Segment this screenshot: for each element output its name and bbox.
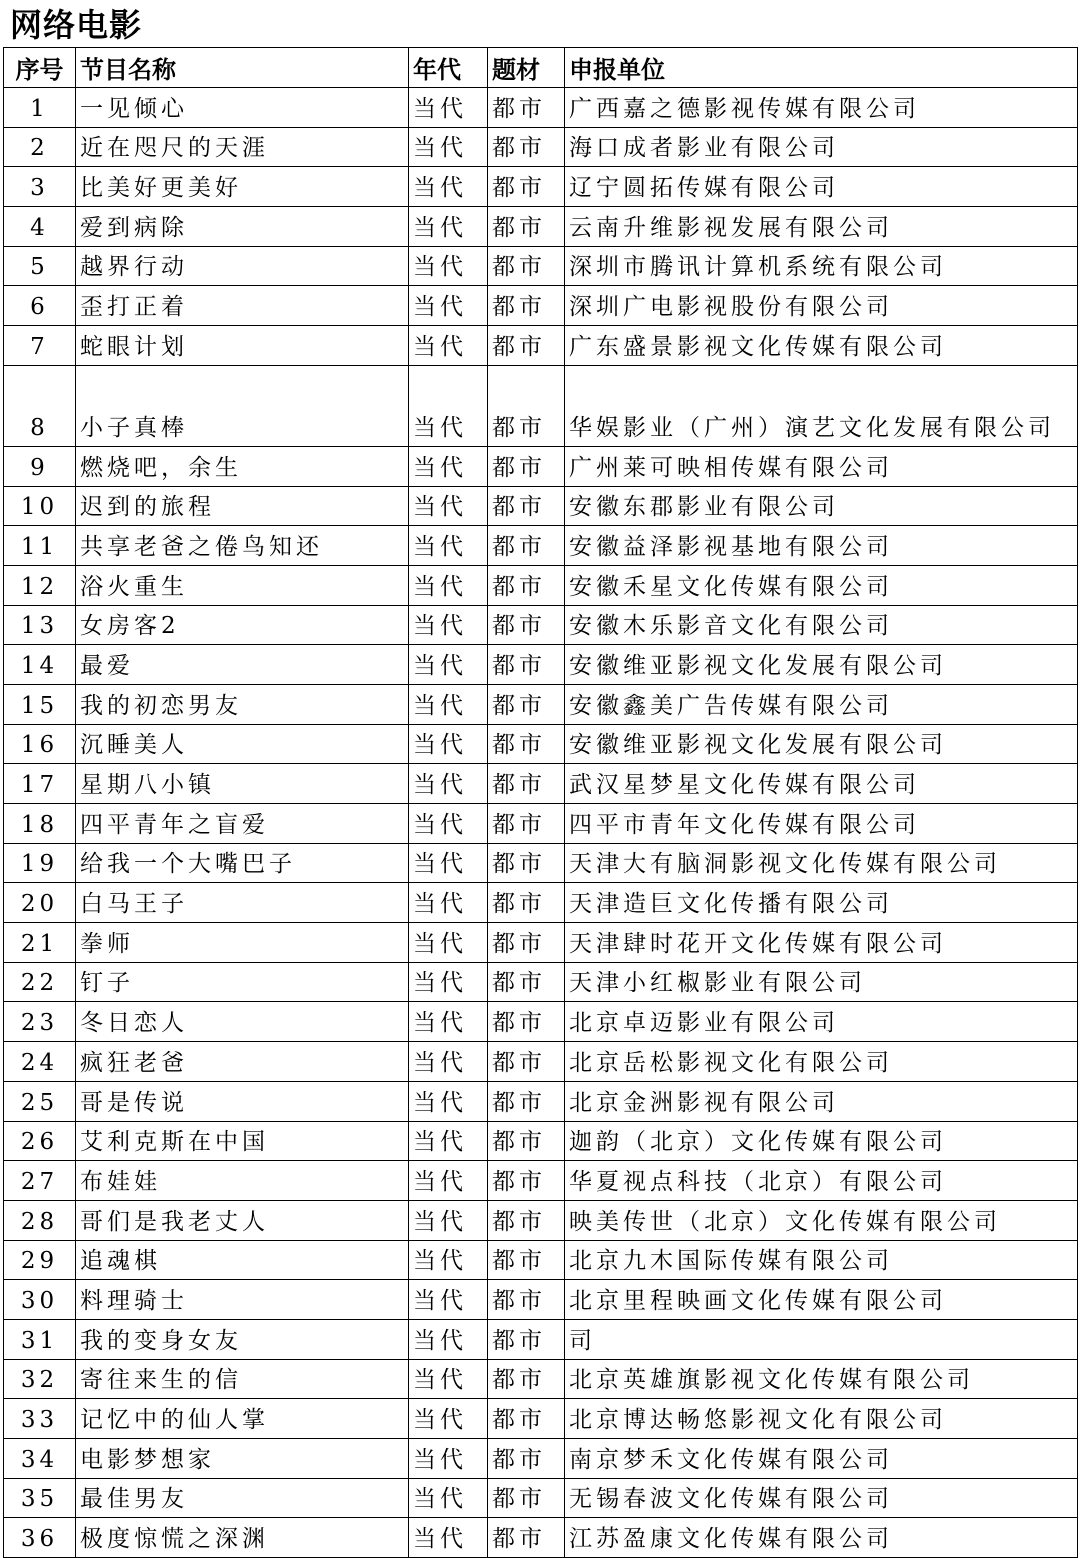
cell-era: 当代 xyxy=(409,1518,488,1558)
table-row xyxy=(4,1200,1078,1240)
table-row xyxy=(4,1319,1078,1359)
header-genre: 题材 xyxy=(488,48,565,88)
cell-era: 当代 xyxy=(409,843,488,883)
cell-applicant-unit: 无锡春波文化传媒有限公司 xyxy=(565,1478,1078,1518)
cell-program-name: 白马王子 xyxy=(76,883,409,923)
cell-applicant-unit: 安徽鑫美广告传媒有限公司 xyxy=(565,684,1078,724)
cell-applicant-unit: 江苏盈康文化传媒有限公司 xyxy=(565,1518,1078,1558)
cell-era: 当代 xyxy=(409,526,488,566)
cell-genre: 都市 xyxy=(488,127,565,167)
cell-era: 当代 xyxy=(409,88,488,128)
cell-era: 当代 xyxy=(409,365,488,446)
cell-no: 12 xyxy=(4,565,76,605)
table-row xyxy=(4,565,1078,605)
cell-era: 当代 xyxy=(409,962,488,1002)
table-row xyxy=(4,1240,1078,1280)
cell-program-name: 布娃娃 xyxy=(76,1161,409,1201)
table-body xyxy=(4,88,1078,1558)
cell-no: 1 xyxy=(4,88,76,128)
cell-program-name: 迟到的旅程 xyxy=(76,486,409,526)
cell-applicant-unit: 迦韵（北京）文化传媒有限公司 xyxy=(565,1121,1078,1161)
cell-genre: 都市 xyxy=(488,1002,565,1042)
cell-era: 当代 xyxy=(409,1478,488,1518)
header-name: 节目名称 xyxy=(76,48,409,88)
cell-program-name: 寄往来生的信 xyxy=(76,1359,409,1399)
cell-genre: 都市 xyxy=(488,207,565,247)
table-row xyxy=(4,1280,1078,1320)
cell-no: 36 xyxy=(4,1518,76,1558)
table-header-row xyxy=(4,48,1078,88)
cell-applicant-unit: 深圳市腾讯计算机系统有限公司 xyxy=(565,246,1078,286)
table-row xyxy=(4,962,1078,1002)
cell-applicant-unit: 华夏视点科技（北京）有限公司 xyxy=(565,1161,1078,1201)
table-row xyxy=(4,1042,1078,1082)
cell-applicant-unit: 北京金洲影视有限公司 xyxy=(565,1081,1078,1121)
cell-genre: 都市 xyxy=(488,605,565,645)
cell-program-name: 记忆中的仙人掌 xyxy=(76,1399,409,1439)
table-row xyxy=(4,1002,1078,1042)
cell-no: 18 xyxy=(4,804,76,844)
table-row xyxy=(4,1399,1078,1439)
cell-genre: 都市 xyxy=(488,1121,565,1161)
cell-no: 15 xyxy=(4,684,76,724)
cell-program-name: 最佳男友 xyxy=(76,1478,409,1518)
table-row xyxy=(4,883,1078,923)
table-row xyxy=(4,526,1078,566)
cell-no: 35 xyxy=(4,1478,76,1518)
cell-era: 当代 xyxy=(409,486,488,526)
cell-genre: 都市 xyxy=(488,1200,565,1240)
table-row xyxy=(4,127,1078,167)
cell-program-name: 冬日恋人 xyxy=(76,1002,409,1042)
cell-program-name: 歪打正着 xyxy=(76,286,409,326)
cell-program-name: 哥们是我老丈人 xyxy=(76,1200,409,1240)
cell-applicant-unit: 天津大有脑洞影视文化传媒有限公司 xyxy=(565,843,1078,883)
cell-era: 当代 xyxy=(409,1280,488,1320)
cell-no: 29 xyxy=(4,1240,76,1280)
cell-no: 3 xyxy=(4,167,76,207)
cell-genre: 都市 xyxy=(488,1240,565,1280)
cell-era: 当代 xyxy=(409,207,488,247)
cell-applicant-unit: 安徽益泽影视基地有限公司 xyxy=(565,526,1078,566)
cell-no: 25 xyxy=(4,1081,76,1121)
cell-era: 当代 xyxy=(409,684,488,724)
cell-era: 当代 xyxy=(409,326,488,366)
cell-era: 当代 xyxy=(409,1002,488,1042)
table-row xyxy=(4,1439,1078,1479)
cell-no: 13 xyxy=(4,605,76,645)
cell-applicant-unit: 北京英雄旗影视文化传媒有限公司 xyxy=(565,1359,1078,1399)
cell-no: 4 xyxy=(4,207,76,247)
cell-genre: 都市 xyxy=(488,565,565,605)
cell-era: 当代 xyxy=(409,446,488,486)
cell-no: 24 xyxy=(4,1042,76,1082)
table-row xyxy=(4,1359,1078,1399)
cell-program-name: 疯狂老爸 xyxy=(76,1042,409,1082)
table-row xyxy=(4,1121,1078,1161)
cell-applicant-unit: 安徽木乐影音文化有限公司 xyxy=(565,605,1078,645)
cell-era: 当代 xyxy=(409,1399,488,1439)
cell-genre: 都市 xyxy=(488,88,565,128)
page-title: 网络电影 xyxy=(10,6,143,44)
cell-no: 6 xyxy=(4,286,76,326)
cell-era: 当代 xyxy=(409,167,488,207)
cell-genre: 都市 xyxy=(488,923,565,963)
cell-program-name: 给我一个大嘴巴子 xyxy=(76,843,409,883)
cell-no: 9 xyxy=(4,446,76,486)
cell-applicant-unit: 北京里程映画文化传媒有限公司 xyxy=(565,1280,1078,1320)
cell-program-name: 极度惊慌之深渊 xyxy=(76,1518,409,1558)
cell-program-name: 燃烧吧，余生 xyxy=(76,446,409,486)
cell-genre: 都市 xyxy=(488,883,565,923)
cell-no: 27 xyxy=(4,1161,76,1201)
table-row xyxy=(4,645,1078,685)
cell-applicant-unit: 四平市青年文化传媒有限公司 xyxy=(565,804,1078,844)
cell-genre: 都市 xyxy=(488,1478,565,1518)
cell-no: 2 xyxy=(4,127,76,167)
table-row xyxy=(4,764,1078,804)
program-table xyxy=(3,47,1078,1558)
cell-no: 28 xyxy=(4,1200,76,1240)
cell-genre: 都市 xyxy=(488,1319,565,1359)
cell-era: 当代 xyxy=(409,1359,488,1399)
table-row xyxy=(4,804,1078,844)
cell-no: 10 xyxy=(4,486,76,526)
cell-applicant-unit: 广州莱可映相传媒有限公司 xyxy=(565,446,1078,486)
table-row xyxy=(4,446,1078,486)
cell-era: 当代 xyxy=(409,127,488,167)
cell-applicant-unit: 广东盛景影视文化传媒有限公司 xyxy=(565,326,1078,366)
table-row xyxy=(4,207,1078,247)
cell-applicant-unit: 云南升维影视发展有限公司 xyxy=(565,207,1078,247)
cell-program-name: 女房客2 xyxy=(76,605,409,645)
cell-applicant-unit: 南京梦禾文化传媒有限公司 xyxy=(565,1439,1078,1479)
table-row xyxy=(4,1161,1078,1201)
cell-era: 当代 xyxy=(409,883,488,923)
table-row xyxy=(4,1081,1078,1121)
cell-genre: 都市 xyxy=(488,1399,565,1439)
cell-program-name: 我的变身女友 xyxy=(76,1319,409,1359)
cell-program-name: 追魂棋 xyxy=(76,1240,409,1280)
cell-no: 34 xyxy=(4,1439,76,1479)
cell-genre: 都市 xyxy=(488,1161,565,1201)
table-row xyxy=(4,365,1078,446)
cell-era: 当代 xyxy=(409,645,488,685)
cell-genre: 都市 xyxy=(488,365,565,446)
cell-genre: 都市 xyxy=(488,645,565,685)
cell-program-name: 小子真棒 xyxy=(76,365,409,446)
cell-applicant-unit: 北京岳松影视文化有限公司 xyxy=(565,1042,1078,1082)
cell-era: 当代 xyxy=(409,1081,488,1121)
cell-genre: 都市 xyxy=(488,526,565,566)
cell-applicant-unit: 海口成者影业有限公司 xyxy=(565,127,1078,167)
cell-program-name: 拳师 xyxy=(76,923,409,963)
table-row xyxy=(4,923,1078,963)
cell-no: 30 xyxy=(4,1280,76,1320)
cell-era: 当代 xyxy=(409,286,488,326)
cell-era: 当代 xyxy=(409,246,488,286)
cell-no: 33 xyxy=(4,1399,76,1439)
cell-genre: 都市 xyxy=(488,1042,565,1082)
cell-applicant-unit: 安徽维亚影视文化发展有限公司 xyxy=(565,724,1078,764)
cell-no: 8 xyxy=(4,365,76,446)
table-row xyxy=(4,246,1078,286)
cell-no: 5 xyxy=(4,246,76,286)
cell-applicant-unit: 深圳广电影视股份有限公司 xyxy=(565,286,1078,326)
cell-genre: 都市 xyxy=(488,804,565,844)
cell-applicant-unit: 安徽禾星文化传媒有限公司 xyxy=(565,565,1078,605)
cell-genre: 都市 xyxy=(488,724,565,764)
table-row xyxy=(4,1478,1078,1518)
cell-applicant-unit: 天津肆时花开文化传媒有限公司 xyxy=(565,923,1078,963)
cell-genre: 都市 xyxy=(488,1359,565,1399)
cell-genre: 都市 xyxy=(488,1518,565,1558)
cell-applicant-unit: 天津造巨文化传播有限公司 xyxy=(565,883,1078,923)
cell-program-name: 近在咫尺的天涯 xyxy=(76,127,409,167)
cell-no: 20 xyxy=(4,883,76,923)
cell-program-name: 一见倾心 xyxy=(76,88,409,128)
header-no: 序号 xyxy=(4,48,76,88)
cell-no: 32 xyxy=(4,1359,76,1399)
cell-applicant-unit: 北京卓迈影业有限公司 xyxy=(565,1002,1078,1042)
cell-applicant-unit: 辽宁圆拓传媒有限公司 xyxy=(565,167,1078,207)
cell-genre: 都市 xyxy=(488,1439,565,1479)
cell-program-name: 电影梦想家 xyxy=(76,1439,409,1479)
cell-program-name: 最爱 xyxy=(76,645,409,685)
cell-no: 17 xyxy=(4,764,76,804)
cell-program-name: 我的初恋男友 xyxy=(76,684,409,724)
table-row xyxy=(4,1518,1078,1558)
cell-applicant-unit: 安徽维亚影视文化发展有限公司 xyxy=(565,645,1078,685)
cell-applicant-unit: 司 xyxy=(565,1319,1078,1359)
cell-genre: 都市 xyxy=(488,1280,565,1320)
table-row xyxy=(4,286,1078,326)
cell-genre: 都市 xyxy=(488,1081,565,1121)
cell-genre: 都市 xyxy=(488,246,565,286)
cell-no: 22 xyxy=(4,962,76,1002)
cell-no: 7 xyxy=(4,326,76,366)
cell-genre: 都市 xyxy=(488,684,565,724)
cell-program-name: 钉子 xyxy=(76,962,409,1002)
cell-program-name: 星期八小镇 xyxy=(76,764,409,804)
cell-applicant-unit: 映美传世（北京）文化传媒有限公司 xyxy=(565,1200,1078,1240)
header-unit: 申报单位 xyxy=(565,48,1078,88)
cell-era: 当代 xyxy=(409,804,488,844)
cell-applicant-unit: 华娱影业（广州）演艺文化发展有限公司 xyxy=(565,365,1078,446)
cell-era: 当代 xyxy=(409,1240,488,1280)
cell-program-name: 蛇眼计划 xyxy=(76,326,409,366)
cell-era: 当代 xyxy=(409,764,488,804)
table-row xyxy=(4,88,1078,128)
cell-no: 11 xyxy=(4,526,76,566)
cell-genre: 都市 xyxy=(488,486,565,526)
cell-no: 26 xyxy=(4,1121,76,1161)
cell-program-name: 爱到病除 xyxy=(76,207,409,247)
table-row xyxy=(4,167,1078,207)
cell-program-name: 浴火重生 xyxy=(76,565,409,605)
cell-program-name: 四平青年之盲爱 xyxy=(76,804,409,844)
table-row xyxy=(4,486,1078,526)
cell-no: 16 xyxy=(4,724,76,764)
cell-no: 23 xyxy=(4,1002,76,1042)
cell-genre: 都市 xyxy=(488,326,565,366)
cell-no: 21 xyxy=(4,923,76,963)
table-row xyxy=(4,724,1078,764)
cell-genre: 都市 xyxy=(488,167,565,207)
cell-no: 14 xyxy=(4,645,76,685)
cell-era: 当代 xyxy=(409,923,488,963)
cell-program-name: 越界行动 xyxy=(76,246,409,286)
table-row xyxy=(4,843,1078,883)
table-row xyxy=(4,326,1078,366)
cell-program-name: 沉睡美人 xyxy=(76,724,409,764)
cell-genre: 都市 xyxy=(488,764,565,804)
cell-era: 当代 xyxy=(409,1319,488,1359)
cell-applicant-unit: 天津小红椒影业有限公司 xyxy=(565,962,1078,1002)
cell-era: 当代 xyxy=(409,1121,488,1161)
cell-program-name: 比美好更美好 xyxy=(76,167,409,207)
cell-era: 当代 xyxy=(409,1439,488,1479)
cell-program-name: 料理骑士 xyxy=(76,1280,409,1320)
cell-program-name: 哥是传说 xyxy=(76,1081,409,1121)
cell-era: 当代 xyxy=(409,1200,488,1240)
cell-genre: 都市 xyxy=(488,286,565,326)
table-row xyxy=(4,605,1078,645)
cell-era: 当代 xyxy=(409,565,488,605)
header-era: 年代 xyxy=(409,48,488,88)
cell-no: 31 xyxy=(4,1319,76,1359)
cell-era: 当代 xyxy=(409,605,488,645)
cell-era: 当代 xyxy=(409,1161,488,1201)
cell-era: 当代 xyxy=(409,1042,488,1082)
cell-applicant-unit: 武汉星梦星文化传媒有限公司 xyxy=(565,764,1078,804)
table-row xyxy=(4,684,1078,724)
cell-era: 当代 xyxy=(409,724,488,764)
cell-genre: 都市 xyxy=(488,962,565,1002)
cell-applicant-unit: 北京博达畅悠影视文化有限公司 xyxy=(565,1399,1078,1439)
cell-applicant-unit: 北京九木国际传媒有限公司 xyxy=(565,1240,1078,1280)
cell-program-name: 艾利克斯在中国 xyxy=(76,1121,409,1161)
cell-applicant-unit: 安徽东郡影业有限公司 xyxy=(565,486,1078,526)
cell-applicant-unit: 广西嘉之德影视传媒有限公司 xyxy=(565,88,1078,128)
cell-genre: 都市 xyxy=(488,446,565,486)
cell-program-name: 共享老爸之倦鸟知还 xyxy=(76,526,409,566)
cell-no: 19 xyxy=(4,843,76,883)
cell-genre: 都市 xyxy=(488,843,565,883)
